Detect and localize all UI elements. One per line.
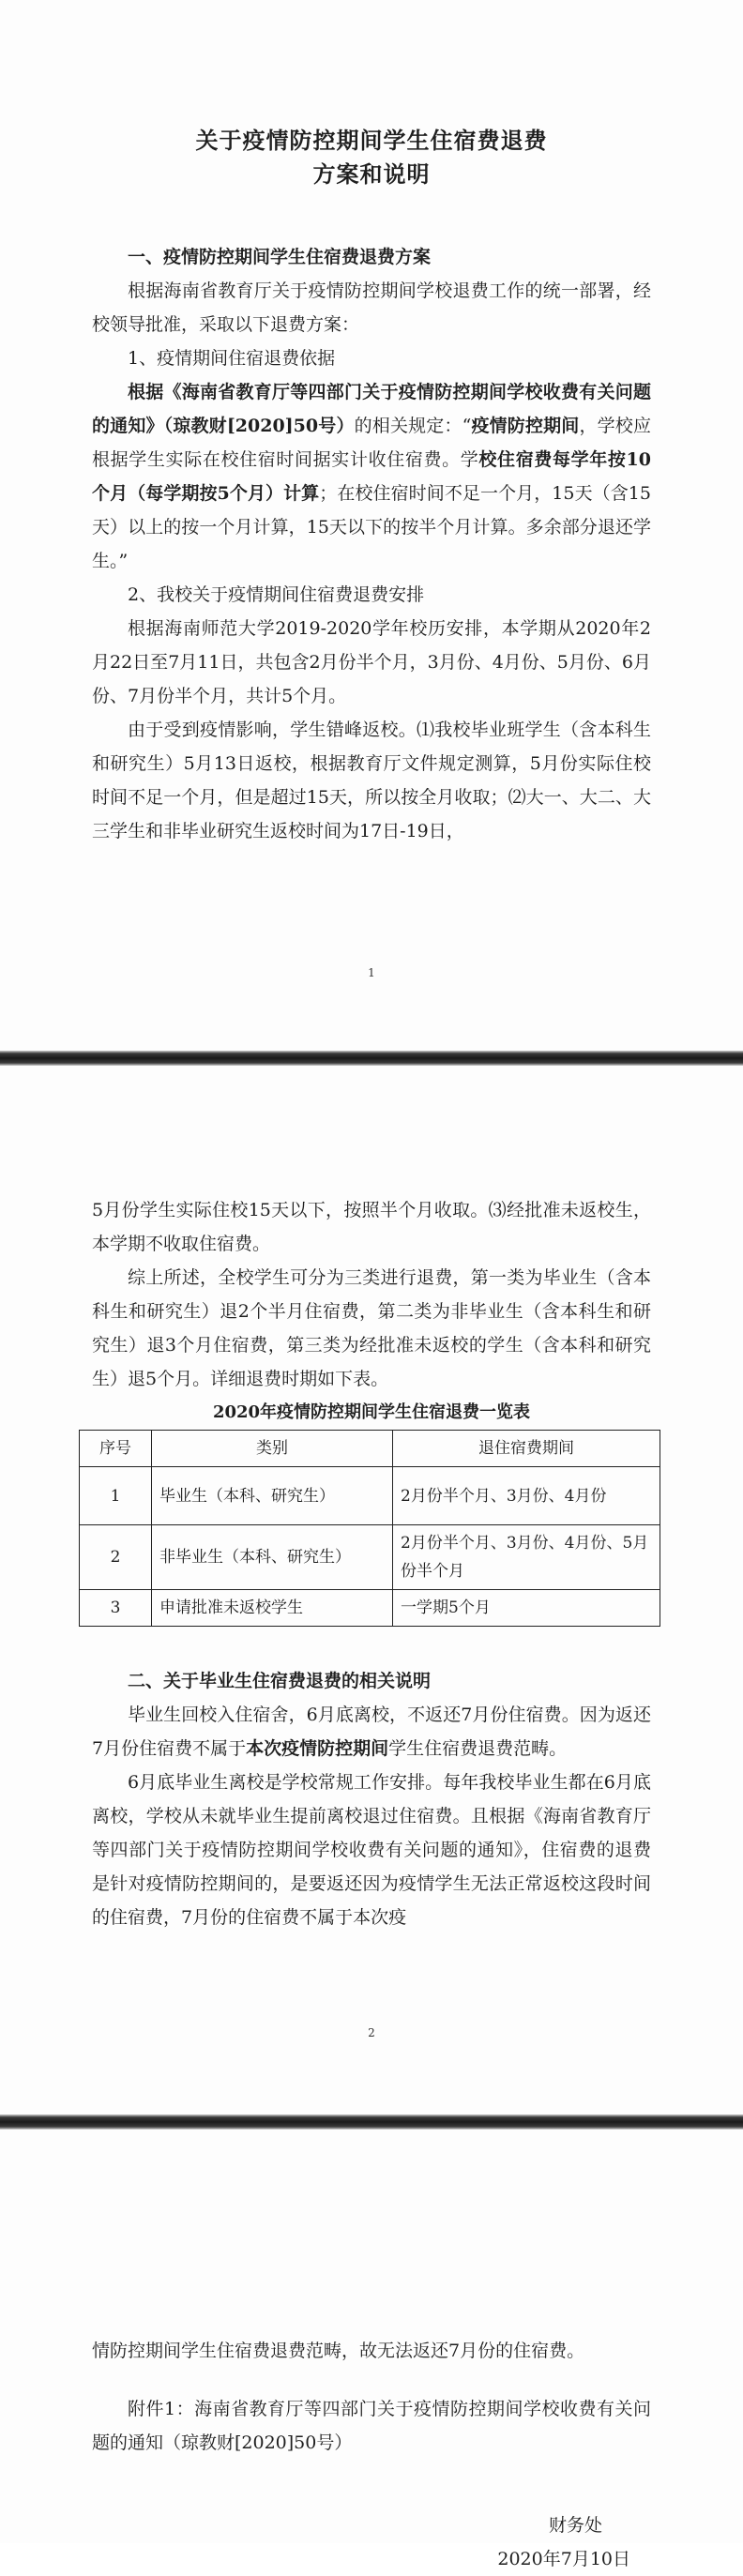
graduate-text-b: 学生住宿费退费范畴。	[388, 1738, 568, 1759]
page-1	[0, 0, 743, 1051]
staggered-return-paragraph: 由于受到疫情影响，学生错峰返校。⑴我校毕业班学生（含本科生和研究生）5月13日返校，根据教育厅文件规定测算，5月份实际住校时间不足一个月，但是超过15天，所以按全月收取；⑵大一、大二、大三学生和非毕业研究生返校时间为17日-19日，	[92, 720, 651, 841]
basis-text-a: 的相关规定：“	[354, 416, 472, 436]
refund-table	[79, 1430, 660, 1627]
cell-category: 申请批准未返校学生	[152, 1590, 393, 1627]
summary-paragraph: 综上所述，全校学生可分为三类进行退费，第一类为毕业生（含本科生和研究生）退2个半月住宿费，第二类为非毕业生（含本科生和研究生）退3个月住宿费，第三类为经批准未返校的学生（含本科和研究生）退5个月。详细退费时期如下表。	[92, 1267, 651, 1389]
basis-bold-b: 校住宿费每学年按10个月（每学期按5个月）计算	[92, 449, 651, 504]
table-row	[80, 1525, 660, 1590]
basis-paragraph	[92, 375, 651, 578]
basis-bold-a: 疫情防控期间	[471, 416, 580, 436]
table-header-row	[80, 1431, 660, 1467]
page-separator	[0, 2114, 743, 2129]
page-number: 1	[368, 966, 375, 979]
sign-date: 2020年7月10日	[497, 2549, 630, 2569]
table-row	[80, 1467, 660, 1525]
sub-1-heading: 1、疫情期间住宿退费依据	[128, 348, 336, 369]
section-2-heading: 二、关于毕业生住宿费退费的相关说明	[128, 1671, 432, 1691]
cell-no: 2	[80, 1525, 152, 1590]
page-2	[0, 1066, 743, 2114]
calendar-paragraph: 根据海南师范大学2019-2020学年校历安排，本学期从2020年2月22日至7月11日，共包含2月份半个月，3月份、4月份、5月份、6月份、7月份半个月，共计5个月。	[92, 618, 651, 706]
continued-paragraph: 情防控期间学生住宿费退费范畴，故无法返还7月份的住宿费。	[92, 2341, 585, 2361]
continued-paragraph: 5月份学生实际住校15天以下，按照半个月收取。⑶经批准未返校生，本学期不收取住宿费。	[92, 1200, 651, 1254]
table-title: 2020年疫情防控期间学生住宿退费一览表	[212, 1402, 531, 1422]
page-number: 2	[368, 2026, 375, 2039]
attachment-note: 附件1：海南省教育厅等四部门关于疫情防控期间学校收费有关问题的通知（琼教财[2020]50号）	[92, 2399, 651, 2453]
basis-text-b: ，学校应根据学生实际在校住宿时间据实计收住宿费。学	[92, 416, 651, 470]
section-1-heading: 一、疫情防控期间学生住宿费退费方案	[128, 247, 432, 267]
header-no: 序号	[80, 1431, 152, 1467]
graduate-text-a: 毕业生回校入住宿舍，6月底离校，不返还7月份住宿费。因为返还7月份住宿费不属于	[92, 1705, 651, 1759]
doc-title-line-2: 方案和说明	[312, 160, 431, 188]
header-period: 退住宿费期间	[393, 1431, 660, 1467]
basis-text-c: ；在校住宿时间不足一个月，15天（含15天）以上的按一个月计算，15天以下的按半个月计算。多余部分退还学生。”	[92, 483, 651, 571]
doc-title-line-1: 关于疫情防控期间学生住宿费退费	[195, 127, 548, 154]
cell-period: 2月份半个月、3月份、4月份	[393, 1467, 660, 1525]
cell-no: 1	[80, 1467, 152, 1525]
basis-notice-name: 根据《海南省教育厅等四部门关于疫情防控期间学校收费有关问题的通知》（琼教财[2020]50号）	[92, 382, 651, 436]
page-separator	[0, 1051, 743, 1066]
signer: 财务处	[548, 2515, 602, 2536]
table-row	[80, 1590, 660, 1627]
cell-category: 非毕业生（本科、研究生）	[152, 1525, 393, 1590]
cell-period: 2月份半个月、3月份、4月份、5月份半个月	[393, 1525, 660, 1590]
cell-period: 一学期5个月	[393, 1590, 660, 1627]
sub-2-heading: 2、我校关于疫情期间住宿费退费安排	[128, 584, 425, 605]
intro-paragraph: 根据海南省教育厅关于疫情防控期间学校退费工作的统一部署，经校领导批准，采取以下退费方案：	[92, 280, 651, 335]
june-paragraph: 6月底毕业生离校是学校常规工作安排。每年我校毕业生都在6月底离校，学校从未就毕业生提前离校退过住宿费。且根据《海南省教育厅等四部门关于疫情防控期间学校收费有关问题的通知》，住宿费的退费是针对疫情防控期间的，是要返还因为疫情学生无法正常返校这段时间的住宿费，7月份的住宿费不属于本次疫	[92, 1772, 651, 1928]
cell-category: 毕业生（本科、研究生）	[152, 1467, 393, 1525]
graduate-bold: 本次疫情防控期间	[246, 1738, 389, 1759]
header-category: 类别	[152, 1431, 393, 1467]
cell-no: 3	[80, 1590, 152, 1627]
graduate-paragraph	[92, 1698, 651, 1765]
page-3	[0, 2129, 743, 2569]
